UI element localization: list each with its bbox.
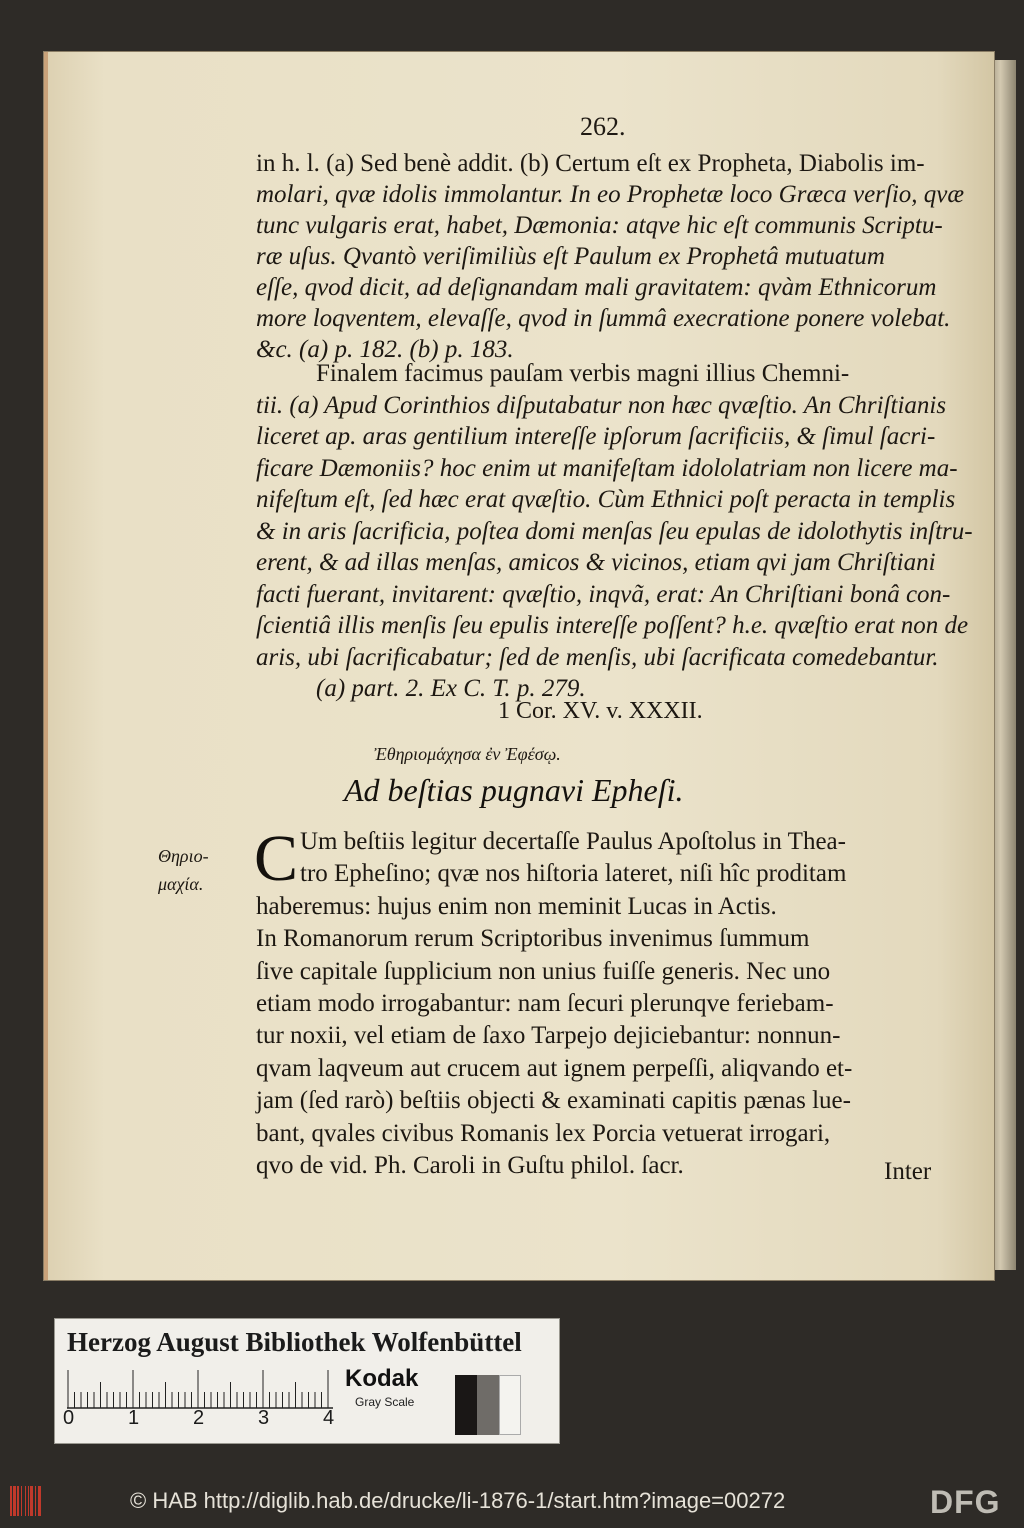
text-line: aris, ubi ſacrificabatur; ſed de menſis, ubi ſacrificata comedebantur. <box>256 643 939 671</box>
gray-swatch-light <box>499 1375 521 1435</box>
ruler-number: 4 <box>323 1407 335 1429</box>
text-line: Um beſtiis legitur decertaſſe Paulus Apoſtolus in Thea- <box>300 828 846 855</box>
text-line: Finalem facimus pauſam verbis magni illius Chemni- <box>316 360 850 387</box>
ruler-number: 1 <box>128 1407 140 1429</box>
page-number: 262. <box>580 112 626 141</box>
kodak-logo: Kodak <box>345 1365 419 1392</box>
text-line: nifeſtum eſt, ſed hæc erat qvæſtio. Cùm Ethnici poſt peracta in templis <box>256 486 956 513</box>
catchword: Inter <box>884 1158 932 1185</box>
footer <box>0 1478 1024 1528</box>
dfg-logo: DFG <box>930 1484 1001 1520</box>
text-line: ſcientiâ illis menſis ſeu epulis intereſſe poſſent? h.e. qvæſtio erat non de <box>256 612 969 639</box>
text-line: etiam modo irrogabantur: nam ſecuri plerunqve feriebam- <box>256 990 834 1017</box>
calibration-strip <box>54 1318 560 1444</box>
text-line: tro Epheſino; qvæ nos hiſtoria lateret, niſi hîc proditam <box>300 860 847 888</box>
text-line: in h. l. (a) Sed benè addit. (b) Certum eſt ex Propheta, Diabolis im- <box>256 150 925 177</box>
barcode-icon <box>10 1486 48 1516</box>
text-line: &c. (a) p. 182. (b) p. 183. <box>256 336 514 363</box>
text-line: tii. (a) Apud Corinthios diſputabatur non hæc qvæſtio. An Chriſtianis <box>256 391 947 419</box>
text-line: erent, & ad illas menſas, amicos & vicinos, etiam qvi jam Chriſtiani <box>256 549 936 576</box>
text-line: In Romanorum rerum Scriptoribus invenimus ſummum <box>256 925 810 953</box>
gray-swatch-dark <box>455 1375 477 1435</box>
text-line: molari, qvæ idolis immolantur. In eo Prophetæ loco Græca verſio, qvæ <box>256 181 965 208</box>
text-line: ræ uſus. Qvantò veriſimiliùs eſt Paulum ex Prophetâ mutuatum <box>256 243 885 270</box>
text-line: jam (ſed rarò) beſtiis objecti & examinati capitis pænas lue- <box>256 1087 851 1115</box>
text-line: (a) part. 2. Ex C. T. p. 279. <box>316 675 586 702</box>
library-title: Herzog August Bibliothek Wolfenbüttel <box>67 1327 522 1357</box>
gray-scale-label: Gray Scale <box>355 1395 415 1409</box>
text-line: more loqventem, elevaſſe, qvod in ſummâ execratione ponere volebat. <box>256 305 951 332</box>
text-line: haberemus: hujus enim non meminit Lucas in Actis. <box>256 892 777 920</box>
gray-swatch-mid <box>477 1375 499 1435</box>
text-line: bant, qvales civibus Romanis lex Porcia vetuerat irrogari, <box>256 1119 831 1147</box>
ruler-number: 0 <box>63 1407 75 1429</box>
greek-heading: Ἐθηριομάχησα ἐν Ἐφέσῳ. <box>374 744 561 764</box>
margin-note-1: Θηριο- <box>158 846 209 866</box>
text-line: qvam laqveum aut crucem aut ignem perpeſſi, aliqvando et- <box>256 1054 853 1082</box>
text-line: tur noxii, vel etiam de ſaxo Tarpejo dejiciebantur: nonnun- <box>256 1022 841 1050</box>
text-line: facti fuerant, invitarent: qvæſtio, inqvã, erat: An Chriſtiani bonâ con- <box>256 580 951 608</box>
copyright-link[interactable]: © HAB http://diglib.hab.de/drucke/li-1876-1/start.htm?image=00272 <box>130 1488 786 1513</box>
drop-capital: C <box>254 822 299 895</box>
margin-note-2: μαχία. <box>158 874 204 894</box>
text-line: qvo de vid. Ph. Caroli in Guſtu philol. ſacr. <box>256 1152 684 1179</box>
ruler-number: 3 <box>258 1407 270 1429</box>
ruler-scale <box>67 1369 333 1409</box>
text-line: & in aris ſacrificia, poſtea domi menſas ſeu epulas de idolothytis inſtru- <box>256 517 973 545</box>
text-line: tunc vulgaris erat, habet, Dæmonia: atqve hic eſt communis Scriptu- <box>256 212 943 239</box>
scripture-reference: 1 Cor. XV. v. XXXII. <box>498 698 703 724</box>
latin-heading: Ad beſtias pugnavi Epheſi. <box>344 772 684 808</box>
text-line: eſſe, qvod dicit, ad deſignandam mali gravitatem: qvàm Ethnicorum <box>256 274 937 301</box>
text-line: liceret ap. aras gentilium intereſſe ipſorum ſacrificiis, & ſimul ſacri- <box>256 423 936 450</box>
text-line: ficare Dæmoniis? hoc enim ut manifeſtam idololatriam non licere ma- <box>256 454 958 482</box>
text-line: ſive capitale ſupplicium non unius fuiſſe generis. Nec uno <box>256 957 831 985</box>
ruler-number: 2 <box>193 1407 205 1429</box>
